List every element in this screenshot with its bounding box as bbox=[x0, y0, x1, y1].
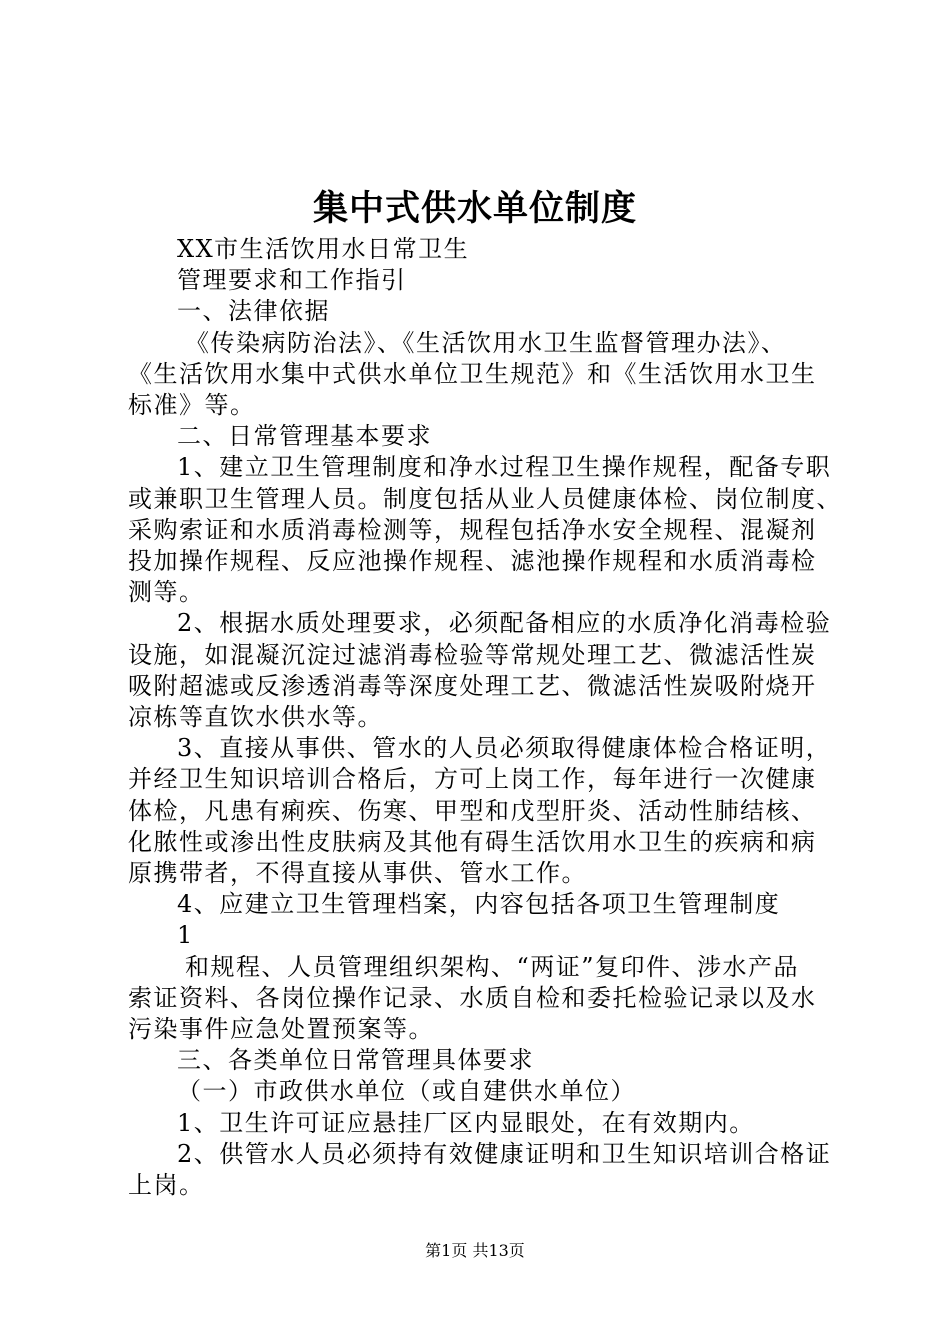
text-line: 4、应建立卫生管理档案，内容包括各项卫生管理制度 bbox=[177, 890, 781, 919]
page-break-number: 1 bbox=[177, 921, 194, 950]
text-line: 索证资料、各岗位操作记录、水质自检和委托检验记录以及水 bbox=[128, 983, 817, 1012]
text-line: XX市生活饮用水日常卫生 bbox=[177, 235, 470, 263]
text-line: 体检，凡患有痢疾、伤寒、甲型和戊型肝炎、活动性肺结核、 bbox=[128, 796, 817, 825]
text-line: 标准》等。 bbox=[128, 391, 256, 420]
document-body bbox=[128, 234, 842, 1201]
text-line: 测等。 bbox=[128, 578, 205, 607]
page-footer: 第1页 共13页 bbox=[425, 1241, 525, 1260]
subsection-heading: （一）市政供水单位（或自建供水单位） bbox=[177, 1077, 636, 1106]
text-line: 1、卫生许可证应悬挂厂区内显眼处，在有效期内。 bbox=[177, 1108, 755, 1137]
text-line: 和规程、人员管理组织架构、“两证”复印件、涉水产品 bbox=[185, 952, 800, 981]
text-line: 凉栋等直饮水供水等。 bbox=[128, 703, 383, 732]
text-line: 原携带者，不得直接从事供、管水工作。 bbox=[128, 859, 587, 888]
text-line: 污染事件应急处置预案等。 bbox=[128, 1015, 434, 1044]
text-line: 并经卫生知识培训合格后，方可上岗工作，每年进行一次健康 bbox=[128, 765, 817, 794]
text-line: 设施，如混凝沉淀过滤消毒检验等常规处理工艺、微滤活性炭 bbox=[128, 640, 817, 669]
section-heading: 二、日常管理基本要求 bbox=[177, 422, 432, 451]
text-line: 3、直接从事供、管水的人员必须取得健康体检合格证明， bbox=[177, 734, 832, 763]
text-line: 或兼职卫生管理人员。制度包括从业人员健康体检、岗位制度、 bbox=[128, 484, 842, 513]
text-line: 2、根据水质处理要求，必须配备相应的水质净化消毒检验 bbox=[177, 609, 832, 638]
text-line: 化脓性或渗出性皮肤病及其他有碍生活饮用水卫生的疾病和病 bbox=[128, 827, 817, 856]
text-line: 1、建立卫生管理制度和净水过程卫生操作规程，配备专职 bbox=[177, 453, 832, 482]
text-line: 《生活饮用水集中式供水单位卫生规范》和《生活饮用水卫生 bbox=[128, 359, 817, 388]
section-heading: 一、法律依据 bbox=[177, 297, 330, 326]
document-title: 集中式供水单位制度 bbox=[312, 188, 637, 229]
text-line: 上岗。 bbox=[128, 1171, 205, 1200]
text-line: 管理要求和工作指引 bbox=[177, 266, 407, 295]
text-line: 2、供管水人员必须持有效健康证明和卫生知识培训合格证 bbox=[177, 1139, 832, 1168]
text-line: 采购索证和水质消毒检测等，规程包括净水安全规程、混凝剂 bbox=[128, 515, 817, 544]
text-line: 投加操作规程、反应池操作规程、滤池操作规程和水质消毒检 bbox=[128, 547, 817, 576]
text-line: 《传染病防治法》、《生活饮用水卫生监督管理办法》、 bbox=[185, 328, 787, 357]
section-heading: 三、各类单位日常管理具体要求 bbox=[177, 1046, 534, 1075]
text-line: 吸附超滤或反渗透消毒等深度处理工艺、微滤活性炭吸附烧开 bbox=[128, 671, 817, 700]
